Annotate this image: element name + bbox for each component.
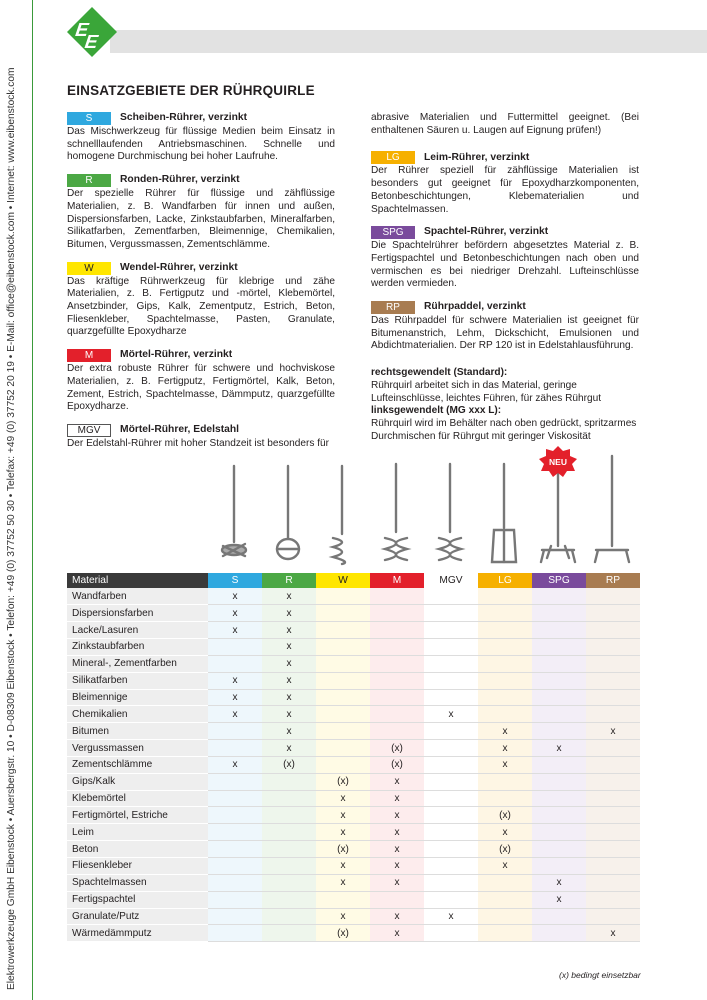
suitability-cell-s: x — [208, 756, 262, 773]
suitability-cell-rp — [586, 908, 640, 925]
suitability-cell-r — [262, 824, 316, 841]
suitability-cell-rp: x — [586, 723, 640, 740]
ee-logo — [66, 6, 118, 58]
suitability-cell-spg: x — [532, 891, 586, 908]
suitability-cell-rp — [586, 706, 640, 723]
suitability-cell-mgv — [424, 790, 478, 807]
suitability-cell-lg — [478, 605, 532, 622]
suitability-cell-r: x — [262, 723, 316, 740]
suitability-cell-lg — [478, 908, 532, 925]
right-column — [371, 112, 639, 453]
suitability-cell-r — [262, 841, 316, 858]
suitability-cell-w: x — [316, 858, 370, 875]
suitability-cell-s — [208, 891, 262, 908]
suitability-cell-spg — [532, 622, 586, 639]
suitability-cell-mgv — [424, 655, 478, 672]
suitability-cell-spg: x — [532, 740, 586, 757]
suitability-cell-rp — [586, 773, 640, 790]
suitability-cell-m: x — [370, 874, 424, 891]
round-mixer-icon — [277, 466, 299, 559]
material-cell: Wandfarben — [67, 588, 208, 605]
material-cell: Fliesenkleber — [67, 858, 208, 875]
suitability-cell-w — [316, 891, 370, 908]
suitability-cell-lg: (x) — [478, 807, 532, 824]
suitability-cell-mgv — [424, 740, 478, 757]
entry-text: Der spezielle Rührer für flüssige und zähflüssige Materialien, z. B. Wandfarben für innen und außen, Dispersionsfarben, Lacke, Zinkstaubfarben, Mineralfarben, Silikatfarben, Zementfarben, Bleimennige, Chemikalien, Bitumen, Vergussmassen, Zementschlämme. — [67, 188, 335, 250]
table-row — [67, 807, 640, 824]
suitability-cell-w — [316, 689, 370, 706]
suitability-cell-lg — [478, 925, 532, 942]
suitability-cell-mgv: x — [424, 908, 478, 925]
tag-lg: LG — [371, 151, 415, 164]
suitability-cell-lg: x — [478, 723, 532, 740]
suitability-cell-spg — [532, 723, 586, 740]
header-col-lg: LG — [478, 573, 532, 588]
stainless-mixer-icon — [439, 464, 461, 560]
suitability-cell-r: x — [262, 689, 316, 706]
table-row — [67, 689, 640, 706]
suitability-cell-w: x — [316, 908, 370, 925]
suitability-cell-r — [262, 908, 316, 925]
helix-mixer-icon — [333, 466, 345, 564]
mortar-mixer-icon — [385, 464, 407, 560]
suitability-cell-spg: x — [532, 874, 586, 891]
suitability-cell-s: x — [208, 689, 262, 706]
suitability-cell-w: x — [316, 807, 370, 824]
suitability-cell-lg — [478, 672, 532, 689]
suitability-cell-s: x — [208, 622, 262, 639]
entry-text: Das Rührpaddel für schwere Materialien ist geeignet für Bitumenanstrich, Lehm, Dickschicht, Emulsionen und Abdichtmaterialien. Der RP 120 ist in Edelstahlausführung. — [371, 315, 639, 352]
suitability-cell-s: x — [208, 672, 262, 689]
table-row — [67, 605, 640, 622]
suitability-cell-m: x — [370, 790, 424, 807]
suitability-cell-spg — [532, 773, 586, 790]
top-grey-bar — [110, 30, 707, 53]
suitability-cell-rp — [586, 639, 640, 656]
tag-s: S — [67, 112, 111, 125]
suitability-cell-mgv — [424, 874, 478, 891]
suitability-cell-spg — [532, 824, 586, 841]
table-header-row — [67, 573, 640, 588]
glue-mixer-icon — [492, 464, 516, 562]
suitability-cell-m — [370, 891, 424, 908]
suitability-cell-rp — [586, 655, 640, 672]
material-cell: Zementschlämme — [67, 756, 208, 773]
material-cell: Wärmedämmputz — [67, 925, 208, 942]
suitability-cell-lg — [478, 639, 532, 656]
suitability-cell-mgv — [424, 891, 478, 908]
suitability-cell-s — [208, 807, 262, 824]
entry-r — [67, 174, 335, 252]
suitability-cell-s — [208, 655, 262, 672]
new-badge-text: NEU — [549, 457, 567, 467]
header-col-r: R — [262, 573, 316, 588]
suitability-cell-r: (x) — [262, 756, 316, 773]
suitability-cell-w: (x) — [316, 925, 370, 942]
suitability-cell-w: x — [316, 824, 370, 841]
entry-text: Der Edelstahl-Rührer mit hoher Standzeit ist besonders für — [67, 437, 329, 449]
suitability-cell-m — [370, 723, 424, 740]
suitability-cell-mgv — [424, 807, 478, 824]
suitability-cell-m: x — [370, 824, 424, 841]
suitability-cell-w — [316, 723, 370, 740]
suitability-cell-spg — [532, 689, 586, 706]
suitability-cell-spg — [532, 908, 586, 925]
entry-title: Mörtel-Rührer, Edelstahl — [120, 424, 240, 436]
suitability-cell-r — [262, 925, 316, 942]
entry-rp — [371, 301, 639, 353]
table-row — [67, 639, 640, 656]
suitability-cell-mgv — [424, 723, 478, 740]
suitability-cell-mgv — [424, 588, 478, 605]
suitability-cell-r — [262, 807, 316, 824]
suitability-cell-w — [316, 756, 370, 773]
table-row — [67, 858, 640, 875]
suitability-cell-lg: x — [478, 858, 532, 875]
material-cell: Gips/Kalk — [67, 773, 208, 790]
header-col-mgv: MGV — [424, 573, 478, 588]
suitability-cell-r — [262, 874, 316, 891]
suitability-cell-r: x — [262, 639, 316, 656]
suitability-cell-m: x — [370, 858, 424, 875]
tag-w: W — [67, 262, 111, 275]
tag-r: R — [67, 174, 111, 187]
entry-text: abrasive Materialien und Futtermittel geeignet. (Bei enthaltenen Säuren u. Laugen auf Eignung prüfen!) — [371, 112, 639, 136]
suitability-cell-mgv — [424, 622, 478, 639]
table-row — [67, 891, 640, 908]
suitability-cell-s — [208, 773, 262, 790]
suitability-cell-w — [316, 622, 370, 639]
left-column — [67, 112, 335, 461]
suitability-cell-w — [316, 740, 370, 757]
suitability-cell-rp — [586, 790, 640, 807]
suitability-cell-lg: x — [478, 740, 532, 757]
suitability-cell-m: x — [370, 841, 424, 858]
material-cell: Bleimennige — [67, 689, 208, 706]
right-rotation-text: Rührquirl arbeitet sich in das Material, geringe Lufteinschlüsse, leichtes Führen, für zähes Rührgut — [371, 379, 602, 404]
suitability-cell-w — [316, 655, 370, 672]
suitability-cell-s — [208, 723, 262, 740]
suitability-cell-w — [316, 672, 370, 689]
table-row — [67, 874, 640, 891]
tag-rp: RP — [371, 301, 415, 314]
suitability-cell-rp — [586, 841, 640, 858]
material-cell: Fertigmörtel, Estriche — [67, 807, 208, 824]
entry-title: Scheiben-Rührer, verzinkt — [120, 112, 248, 124]
suitability-cell-rp — [586, 824, 640, 841]
svg-text:E: E — [83, 32, 100, 53]
suitability-cell-mgv — [424, 756, 478, 773]
material-cell: Zinkstaubfarben — [67, 639, 208, 656]
suitability-cell-r — [262, 858, 316, 875]
header-col-s: S — [208, 573, 262, 588]
suitability-cell-m: x — [370, 925, 424, 942]
suitability-cell-lg — [478, 689, 532, 706]
material-cell: Klebemörtel — [67, 790, 208, 807]
suitability-cell-mgv: x — [424, 706, 478, 723]
suitability-cell-lg: (x) — [478, 841, 532, 858]
suitability-cell-spg — [532, 706, 586, 723]
suitability-cell-spg — [532, 605, 586, 622]
rotation-info — [371, 367, 639, 443]
suitability-cell-m: (x) — [370, 756, 424, 773]
entry-title: Rührpaddel, verzinkt — [424, 301, 526, 313]
suitability-cell-s: x — [208, 588, 262, 605]
suitability-cell-w: x — [316, 790, 370, 807]
table-row — [67, 622, 640, 639]
application-table — [67, 573, 640, 942]
suitability-cell-m — [370, 706, 424, 723]
new-badge — [539, 446, 577, 477]
header-col-spg: SPG — [532, 573, 586, 588]
footnote: (x) bedingt einsetzbar — [559, 970, 641, 980]
suitability-cell-lg — [478, 891, 532, 908]
entry-text: Das Mischwerkzeug für flüssige Medien beim Einsatz in schnelllaufenden Antriebsmaschinen. Schnelle und homogene Durchmischung bei hoher Laufruhe. — [67, 126, 335, 163]
tag-m: M — [67, 349, 111, 362]
suitability-cell-lg — [478, 874, 532, 891]
material-cell: Silikatfarben — [67, 672, 208, 689]
suitability-cell-w — [316, 706, 370, 723]
suitability-cell-w — [316, 639, 370, 656]
suitability-cell-r: x — [262, 672, 316, 689]
suitability-cell-s: x — [208, 605, 262, 622]
material-cell: Mineral-, Zementfarben — [67, 655, 208, 672]
svg-text:E: E — [74, 20, 90, 41]
entry-text: Das kräftige Rührwerkzeug für klebrige und zähe Materialien, z. B. Fertigputz und -mörtel, Klebemörtel, Ansetzbinder, Gips, Kalk, Zementputz, Estrich, Beton, Fliesenkleber, Spachtelmasse, Pasten, Granulate, quarzgefüllte Epoxydharze — [67, 275, 335, 338]
suitability-cell-spg — [532, 655, 586, 672]
table-row — [67, 790, 640, 807]
suitability-cell-mgv — [424, 773, 478, 790]
right-rotation-title: rechtsgewendelt (Standard): — [371, 367, 508, 379]
header-col-w: W — [316, 573, 370, 588]
table-row — [67, 672, 640, 689]
suitability-cell-m: (x) — [370, 740, 424, 757]
entry-lg — [371, 151, 639, 216]
material-cell: Spachtelmassen — [67, 874, 208, 891]
suitability-cell-m: x — [370, 773, 424, 790]
suitability-cell-mgv — [424, 605, 478, 622]
suitability-cell-mgv — [424, 824, 478, 841]
suitability-cell-w: (x) — [316, 841, 370, 858]
tag-mgv: MGV — [67, 424, 111, 437]
disc-mixer-icon — [222, 466, 246, 556]
suitability-cell-spg — [532, 588, 586, 605]
suitability-cell-spg — [532, 841, 586, 858]
suitability-cell-rp — [586, 689, 640, 706]
suitability-cell-spg — [532, 925, 586, 942]
table-row — [67, 908, 640, 925]
left-rotation-title: linksgewendelt (MG xxx L): — [371, 405, 502, 417]
material-cell: Fertigspachtel — [67, 891, 208, 908]
suitability-cell-m — [370, 622, 424, 639]
entry-s — [67, 112, 335, 164]
page-title: EINSATZGEBIETE DER RÜHRQUIRLE — [67, 83, 315, 98]
suitability-cell-s — [208, 908, 262, 925]
suitability-cell-rp — [586, 858, 640, 875]
table-row — [67, 925, 640, 942]
suitability-cell-r: x — [262, 655, 316, 672]
suitability-cell-m — [370, 639, 424, 656]
suitability-cell-s: x — [208, 706, 262, 723]
mixer-tools-illustration — [207, 446, 640, 570]
suitability-cell-lg — [478, 773, 532, 790]
suitability-cell-m: x — [370, 807, 424, 824]
suitability-cell-s — [208, 824, 262, 841]
material-cell: Beton — [67, 841, 208, 858]
suitability-cell-spg — [532, 807, 586, 824]
suitability-cell-m — [370, 689, 424, 706]
entry-w — [67, 262, 335, 340]
header-col-m: M — [370, 573, 424, 588]
suitability-cell-mgv — [424, 841, 478, 858]
suitability-cell-s — [208, 790, 262, 807]
material-cell: Granulate/Putz — [67, 908, 208, 925]
suitability-cell-mgv — [424, 925, 478, 942]
suitability-cell-m: x — [370, 908, 424, 925]
table-row — [67, 740, 640, 757]
suitability-cell-rp — [586, 740, 640, 757]
suitability-cell-r: x — [262, 588, 316, 605]
table-row — [67, 655, 640, 672]
suitability-cell-spg — [532, 756, 586, 773]
header-col-rp: RP — [586, 573, 640, 588]
suitability-cell-rp — [586, 622, 640, 639]
suitability-cell-lg — [478, 622, 532, 639]
green-vertical-line — [32, 0, 33, 1000]
suitability-cell-w — [316, 588, 370, 605]
table-row — [67, 773, 640, 790]
suitability-cell-w: (x) — [316, 773, 370, 790]
entry-spg — [371, 226, 639, 291]
table-row — [67, 588, 640, 605]
suitability-cell-s — [208, 740, 262, 757]
table-row — [67, 824, 640, 841]
entry-text: Der Rührer speziell für zähflüssige Materialien ist besonders gut geeignet für Epoxydharzkomponenten, Betonbeschichtungen, Klebematerialien und Spachtelmassen. — [371, 165, 639, 215]
suitability-cell-rp — [586, 807, 640, 824]
suitability-cell-w: x — [316, 874, 370, 891]
suitability-cell-s — [208, 925, 262, 942]
suitability-cell-rp — [586, 605, 640, 622]
table-row — [67, 756, 640, 773]
table-row — [67, 706, 640, 723]
suitability-cell-s — [208, 874, 262, 891]
suitability-cell-r — [262, 790, 316, 807]
table-row — [67, 723, 640, 740]
table-row — [67, 841, 640, 858]
entry-title: Leim-Rührer, verzinkt — [424, 151, 530, 163]
material-cell: Lacke/Lasuren — [67, 622, 208, 639]
suitability-cell-s — [208, 858, 262, 875]
entry-title: Spachtel-Rührer, verzinkt — [424, 226, 549, 238]
paddle-mixer-icon — [595, 456, 629, 562]
suitability-cell-spg — [532, 858, 586, 875]
suitability-cell-r: x — [262, 605, 316, 622]
suitability-cell-lg — [478, 588, 532, 605]
material-cell: Bitumen — [67, 723, 208, 740]
entry-m — [67, 349, 335, 414]
suitability-cell-spg — [532, 790, 586, 807]
suitability-cell-r: x — [262, 622, 316, 639]
suitability-cell-rp — [586, 891, 640, 908]
suitability-cell-m — [370, 605, 424, 622]
suitability-cell-s — [208, 841, 262, 858]
entry-title: Mörtel-Rührer, verzinkt — [120, 349, 233, 361]
suitability-cell-rp — [586, 672, 640, 689]
suitability-cell-mgv — [424, 858, 478, 875]
suitability-cell-spg — [532, 672, 586, 689]
suitability-cell-lg: x — [478, 756, 532, 773]
suitability-cell-m — [370, 588, 424, 605]
suitability-cell-spg — [532, 639, 586, 656]
suitability-cell-r — [262, 891, 316, 908]
sidebar-contact-text: Elektrowerkzeuge GmbH Eibenstock • Auersbergstr. 10 • D-08309 Eibenstock • Telefon: +49 (0) 37752 50 30 • Telefax: +49 (0) 37752 20 19 • E-Mail: office@eibenstock.com • Internet: www.eibenstock.com — [6, 67, 17, 990]
suitability-cell-rp — [586, 588, 640, 605]
material-cell: Vergussmassen — [67, 740, 208, 757]
suitability-cell-mgv — [424, 672, 478, 689]
header-material: Material — [67, 573, 208, 588]
material-cell: Leim — [67, 824, 208, 841]
left-rotation-text: Rührquirl wird im Behälter nach oben gedrückt, spritzarmes Durchmischen für Rührgut mit geringer Viskosität — [371, 417, 637, 442]
suitability-cell-mgv — [424, 639, 478, 656]
entry-title: Wendel-Rührer, verzinkt — [120, 261, 238, 273]
material-cell: Dispersionsfarben — [67, 605, 208, 622]
suitability-cell-r — [262, 773, 316, 790]
entry-text: Der extra robuste Rührer für schwere und hochviskose Materialien, z. B. Fertigputz, Fertigmörtel, Kalk, Beton, Zement, Estrich, Spachtelmasse, Dämmputz, quarzgefüllte Epoxydharze. — [67, 363, 335, 413]
suitability-cell-lg — [478, 655, 532, 672]
entry-mgv-continued — [371, 112, 639, 137]
entry-title: Ronden-Rührer, verzinkt — [120, 174, 240, 186]
suitability-cell-s — [208, 639, 262, 656]
suitability-cell-lg — [478, 790, 532, 807]
suitability-cell-rp: x — [586, 925, 640, 942]
spatula-mixer-icon — [541, 470, 575, 562]
suitability-cell-mgv — [424, 689, 478, 706]
suitability-cell-r: x — [262, 740, 316, 757]
entry-text: Die Spachtelrührer befördern abgesetztes Material z. B. Fertigspachtel und Betonbeschichtungen nach oben und vermischen es bei niedriger Drehzahl. Lufteinschlüsse werden vermieden. — [371, 240, 639, 290]
suitability-cell-rp — [586, 874, 640, 891]
suitability-cell-m — [370, 672, 424, 689]
suitability-cell-rp — [586, 756, 640, 773]
tag-spg: SPG — [371, 226, 415, 239]
suitability-cell-m — [370, 655, 424, 672]
material-cell: Chemikalien — [67, 706, 208, 723]
suitability-cell-w — [316, 605, 370, 622]
suitability-cell-lg — [478, 706, 532, 723]
suitability-cell-r: x — [262, 706, 316, 723]
suitability-cell-lg: x — [478, 824, 532, 841]
